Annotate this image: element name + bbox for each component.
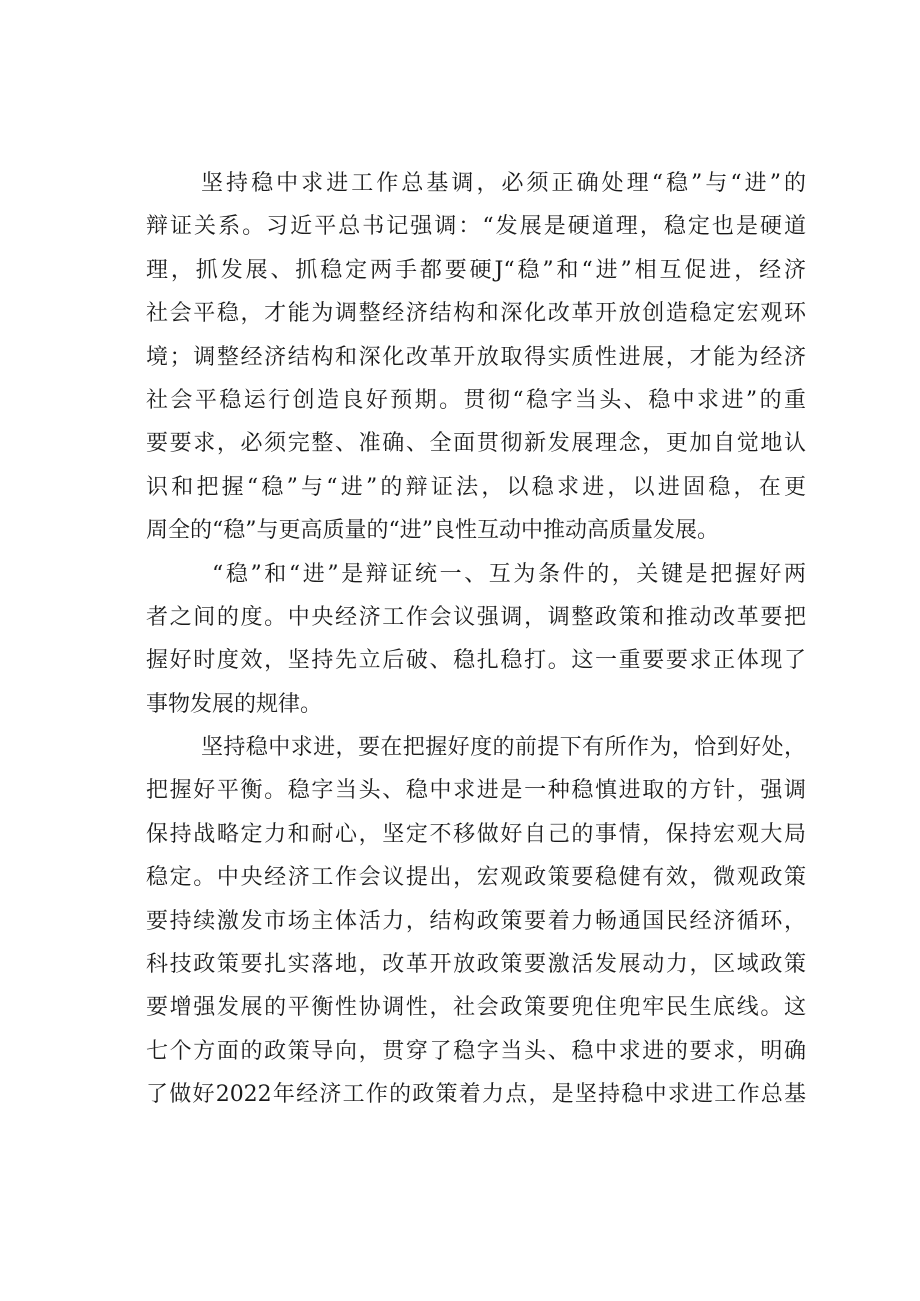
paragraph-line: 了做好2022年经济工作的政策着力点，是坚持稳中求进工作总基 — [146, 1082, 806, 1108]
paragraph-line: 理，抓发展、抓稳定两手都要硬J“稳”和“进”相互促进，经济 — [146, 257, 806, 283]
paragraph-line: 保持战略定力和耐心，坚定不移做好自己的事情，保持宏观大局 — [146, 821, 806, 847]
paragraph-line: 要增强发展的平衡性协调性，社会政策要兜住兜牢民生底线。这 — [146, 995, 806, 1021]
paragraph-line: 坚持稳中求进，要在把握好度的前提下有所作为，恰到好处， — [201, 735, 806, 761]
paragraph-line: 周全的“稳”与更高质量的“进”良性互动中推动高质量发展。 — [146, 518, 719, 544]
paragraph-line: 事物发展的规律。 — [146, 691, 323, 717]
body-text — [146, 162, 806, 1117]
paragraph-line: 科技政策要扎实落地，改革开放政策要激活发展动力，区域政策 — [146, 952, 806, 978]
paragraph-line: 识和把握“稳”与“进”的辩证法，以稳求进，以进固稳，在更 — [146, 474, 806, 500]
paragraph-line: 要要求，必须完整、准确、全面贯彻新发展理念，更加自觉地认 — [146, 431, 806, 457]
paragraph-2 — [146, 553, 806, 727]
paragraph-line: 辩证关系。习近平总书记强调：“发展是硬道理，稳定也是硬道 — [146, 214, 806, 240]
paragraph-3 — [146, 726, 806, 1117]
paragraph-line: 社会平稳，才能为调整经济结构和深化改革开放创造稳定宏观环 — [146, 301, 806, 327]
paragraph-line: 坚持稳中求进工作总基调，必须正确处理“稳”与“进”的 — [201, 171, 806, 196]
paragraph-line: 握好时度效，坚持先立后破、稳扎稳打。这一重要要求正体现了 — [146, 648, 806, 674]
paragraph-line: 社会平稳运行创造良好预期。贯彻“稳字当头、稳中求进”的重 — [146, 387, 806, 413]
paragraph-line: 者之间的度。中央经济工作会议强调，调整政策和推动改革要把 — [146, 604, 806, 630]
paragraph-line: 要持续激发市场主体活力，结构政策要着力畅通国民经济循环， — [146, 908, 806, 934]
paragraph-line: 稳定。中央经济工作会议提出，宏观政策要稳健有效，微观政策 — [146, 865, 806, 891]
paragraph-line: 把握好平衡。稳字当头、稳中求进是一种稳慎进取的方针，强调 — [146, 778, 806, 804]
paragraph-1 — [146, 162, 806, 553]
paragraph-line: 境；调整经济结构和深化改革开放取得实质性进展，才能为经济 — [146, 344, 806, 370]
paragraph-line: 七个方面的政策导向，贯穿了稳字当头、稳中求进的要求，明确 — [146, 1038, 806, 1064]
paragraph-line: “稳”和“进”是辩证统一、互为条件的，关键是把握好两 — [212, 561, 806, 587]
